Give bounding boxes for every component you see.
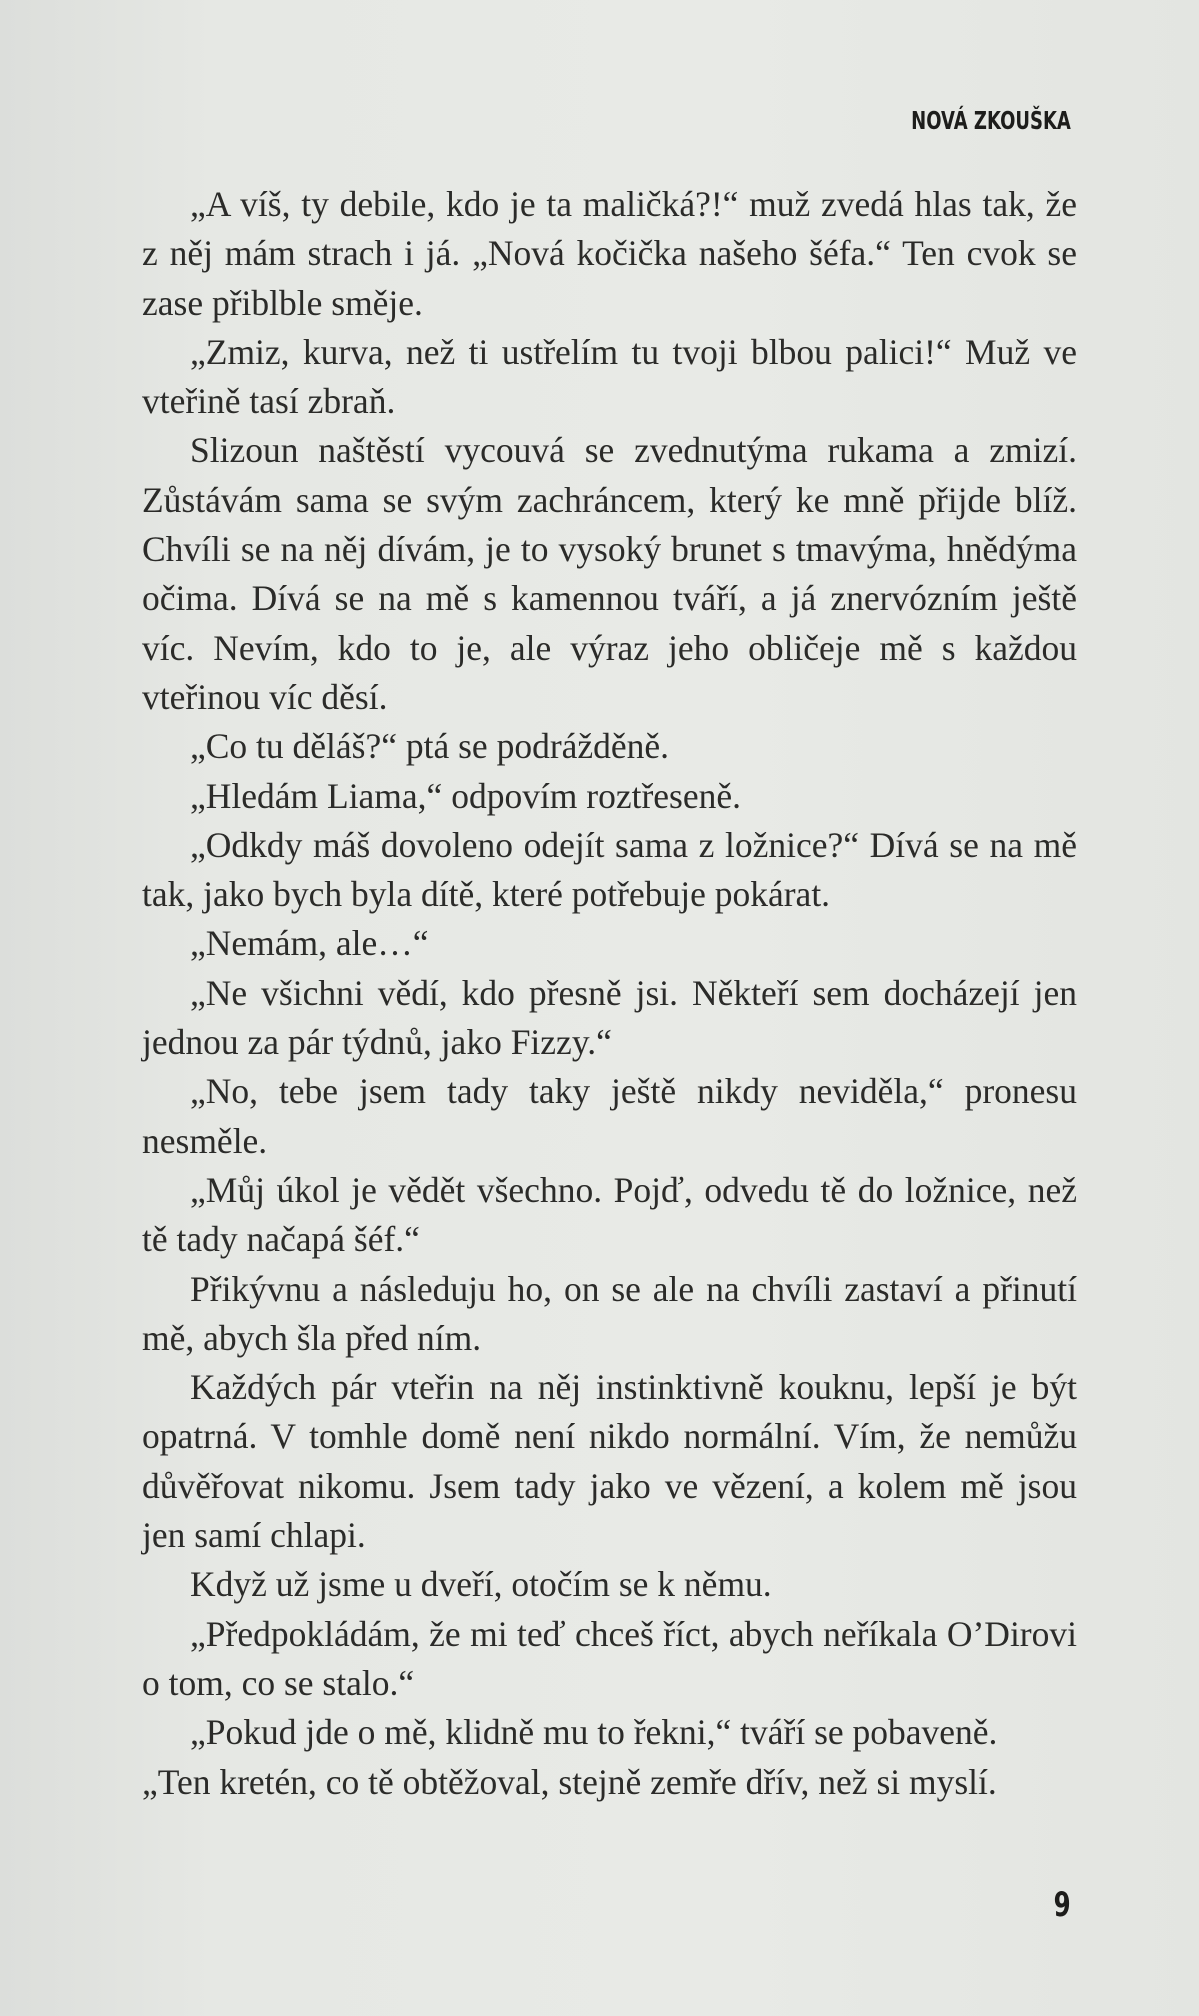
paragraph: „Co tu děláš?“ ptá se podrážděně.: [190, 726, 670, 767]
paragraph: „Hledám Liama,“ odpovím roztřeseně.: [190, 775, 742, 816]
paragraph: Slizoun naštěstí vycouvá se zvednutýma rukama a zmizí. Zůstávám sama se svým zachráncem, který ke mně přijde blíž. Chvíli se na něj dívám, je to vysoký brunet s tmavýma, hnědýma očima. Dívá se na mě s kamennou tváří, a já znervózním ještě víc. Nevím, kdo to je, ale výraz jeho obličeje mě s každou vteřinou víc děsí.: [142, 430, 1077, 717]
running-title: NOVÁ ZKOUŠKA: [911, 106, 1071, 135]
paragraph: „Zmiz, kurva, než ti ustřelím tu tvoji blbou palici!“ Muž ve vteřině tasí zbraň.: [142, 331, 1077, 422]
paragraph: Každých pár vteřin na něj instinktivně kouknu, lepší je být opatrná. V tomhle domě není nikdo normální. Vím, že nemůžu důvěřovat nikomu. Jsem tady jako ve vězení, a kolem mě jsou jen samí chlapi.: [142, 1367, 1077, 1556]
paragraph: „Ne všichni vědí, kdo přesně jsi. Někteří sem docházejí jen jednou za pár týdnů, jako Fizzy.“: [142, 972, 1077, 1063]
paragraph: „Můj úkol je vědět všechno. Pojď, odvedu tě do ložnice, než tě tady načapá šéf.“: [142, 1169, 1077, 1260]
paragraph: Když už jsme u dveří, otočím se k němu.: [190, 1564, 772, 1605]
paragraph: „Nemám, ale…“: [190, 923, 429, 964]
paragraph: „Předpokládám, že mi teď chceš říct, abych neříkala O’Dirovi o tom, co se stalo.“: [142, 1613, 1077, 1703]
paragraph: „Pokud jde o mě, klidně mu to řekni,“ tváří se pobaveně.: [190, 1712, 998, 1753]
paragraph: Přikývnu a následuju ho, on se ale na chvíli zastaví a přinutí mě, abych šla před ním.: [142, 1268, 1077, 1358]
paragraph: „Odkdy máš dovoleno odejít sama z ložnice?“ Dívá se na mě tak, jako bych byla dítě, které potřebuje pokárat.: [142, 824, 1077, 915]
page-number: 9: [1053, 1885, 1071, 1925]
paragraph: „A víš, ty debile, kdo je ta maličká?!“ muž zvedá hlas tak, že z něj mám strach i já. „Nová kočička našeho šéfa.“ Ten cvok se zase přiblble směje.: [142, 184, 1077, 323]
body-text: [142, 180, 1077, 1807]
paragraph: „Ten kretén, co tě obtěžoval, stejně zemře dřív, než si myslí.: [142, 1761, 997, 1802]
paragraph: „No, tebe jsem tady taky ještě nikdy neviděla,“ pronesu nesměle.: [142, 1071, 1077, 1161]
